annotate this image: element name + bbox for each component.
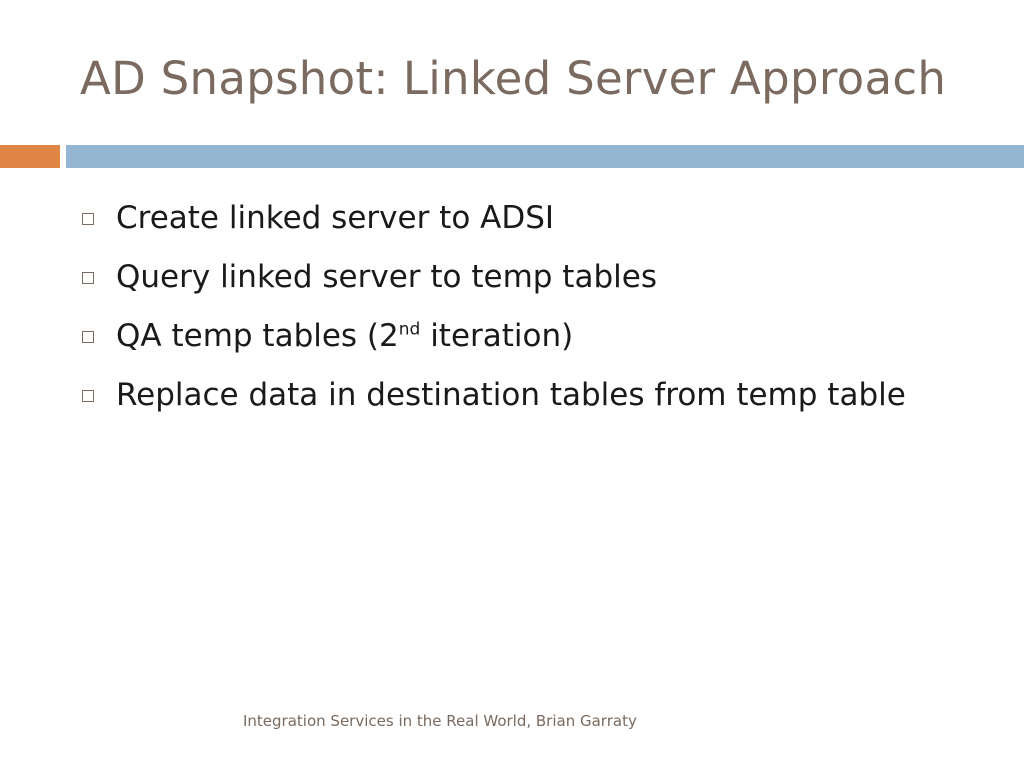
bullet-text: Query linked server to temp tables <box>116 258 657 295</box>
bullet-list <box>82 188 906 424</box>
square-bullet-icon <box>82 213 94 225</box>
accent-bar-orange <box>0 145 60 168</box>
bullet-text: Replace data in destination tables from temp table <box>116 376 906 413</box>
square-bullet-icon <box>82 272 94 284</box>
slide-title <box>80 52 946 105</box>
square-bullet-icon <box>82 331 94 343</box>
slide-footer: Integration Services in the Real World, Brian Garraty <box>243 712 637 730</box>
slide-title-part1: AD Snapshot: <box>80 52 389 105</box>
bullet-item <box>82 188 906 247</box>
slide-title-part2: Linked Server Approach <box>402 52 947 105</box>
square-bullet-icon <box>82 390 94 402</box>
bullet-text-before: QA temp tables (2 <box>116 317 399 354</box>
bullet-item <box>82 247 906 306</box>
bullet-item <box>82 306 906 365</box>
bullet-superscript: nd <box>398 319 421 340</box>
bullet-text: Create linked server to ADSI <box>116 199 555 236</box>
accent-bar-blue <box>66 145 1024 168</box>
bullet-text <box>116 318 573 354</box>
bullet-item <box>82 365 906 424</box>
bullet-text-after: iteration) <box>420 317 574 354</box>
